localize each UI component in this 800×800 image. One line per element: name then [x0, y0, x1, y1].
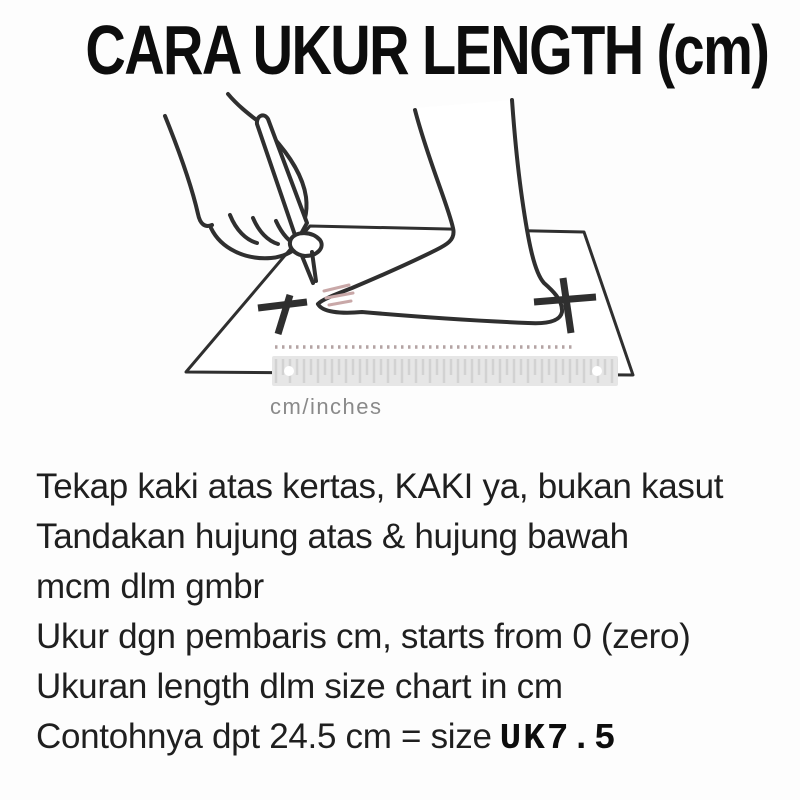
ruler-right-notch — [592, 366, 602, 376]
instruction-line: Tekap kaki atas kertas, KAKI ya, bukan kasut — [36, 467, 724, 506]
hand-with-pen-icon — [165, 94, 322, 283]
instructions-block — [36, 462, 786, 764]
page-title: CARA UKUR LENGTH (cm) — [85, 11, 769, 89]
instruction-line: Ukur dgn pembaris cm, starts from 0 (zero) — [36, 617, 691, 656]
example-line — [36, 712, 786, 764]
instruction-line: mcm dlm gmbr — [36, 567, 264, 606]
gripping-fingertips — [290, 233, 322, 256]
instruction-line: Ukuran length dlm size chart in cm — [36, 667, 563, 706]
ruler-left-notch — [284, 366, 294, 376]
ruler-units-label: cm/inches — [270, 394, 383, 419]
example-prefix: Contohnya dpt 24.5 cm = size — [36, 717, 492, 756]
uk-size-code: UK7.5 — [499, 718, 618, 759]
foot-icon — [318, 100, 562, 323]
instruction-line: Tandakan hujung atas & hujung bawah — [36, 517, 629, 556]
ruler — [270, 347, 618, 419]
